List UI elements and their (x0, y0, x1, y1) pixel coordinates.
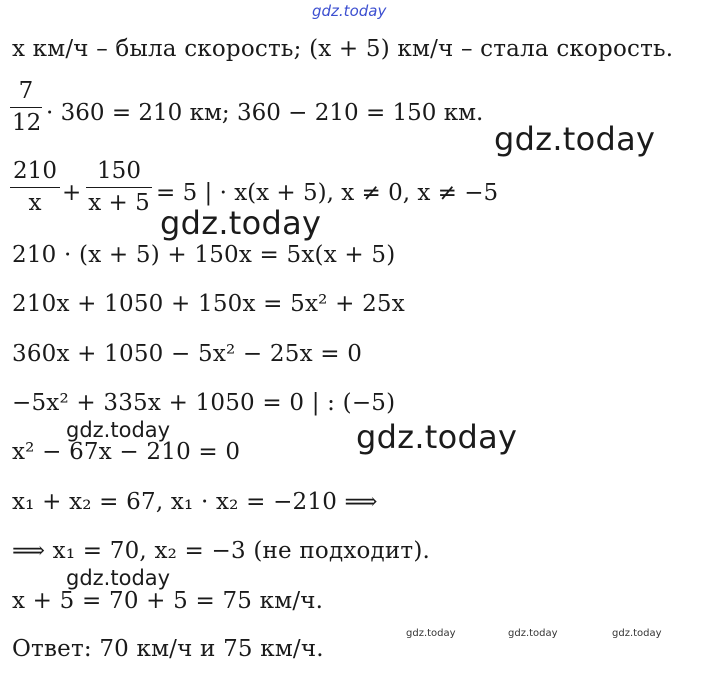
fraction-numerator: 150 (97, 158, 141, 184)
watermark-large-2: gdz.today (160, 204, 322, 242)
solution-line-8: x² − 67x − 210 = 0 (12, 439, 241, 465)
fraction-150-x-plus-5 (86, 158, 152, 216)
fraction-numerator: 210 (13, 158, 57, 184)
watermark-top: gdz.today (312, 2, 387, 20)
plus-sign: + (62, 180, 82, 206)
fraction-denominator: 12 (12, 110, 42, 136)
watermark-large-3: gdz.today (356, 418, 518, 456)
answer-line: Ответ: 70 км/ч и 75 км/ч. (12, 636, 324, 662)
solution-line-2: · 360 = 210 км; 360 − 210 = 150 км. (46, 100, 484, 126)
fraction-denominator: x + 5 (88, 190, 150, 216)
solution-line-6: 360x + 1050 − 5x² − 25x = 0 (12, 341, 363, 367)
watermark-medium-1: gdz.today (66, 418, 171, 442)
solution-line-7: −5x² + 335x + 1050 = 0 | : (−5) (12, 390, 396, 416)
solution-line-1: x км/ч – была скорость; (x + 5) км/ч – стала скорость. (12, 36, 674, 62)
watermark-medium-2: gdz.today (66, 566, 171, 590)
solution-line-9: x₁ + x₂ = 67, x₁ · x₂ = −210 ⟹ (12, 489, 378, 515)
watermark-small-3: gdz.today (612, 628, 662, 639)
fraction-210-x (10, 158, 60, 216)
fraction-denominator: x (28, 190, 42, 216)
watermark-small-1: gdz.today (406, 628, 456, 639)
solution-line-11: x + 5 = 70 + 5 = 75 км/ч. (12, 588, 324, 614)
solution-line-3: = 5 | · x(x + 5), x ≠ 0, x ≠ −5 (156, 180, 499, 206)
solution-line-5: 210x + 1050 + 150x = 5x² + 25x (12, 291, 405, 317)
watermark-small-2: gdz.today (508, 628, 558, 639)
fraction-numerator: 7 (18, 78, 34, 104)
solution-line-10: ⟹ x₁ = 70, x₂ = −3 (не подходит). (12, 538, 431, 564)
solution-line-4: 210 · (x + 5) + 150x = 5x(x + 5) (12, 242, 396, 268)
watermark-large-1: gdz.today (494, 120, 656, 158)
fraction-7-12 (10, 78, 42, 136)
